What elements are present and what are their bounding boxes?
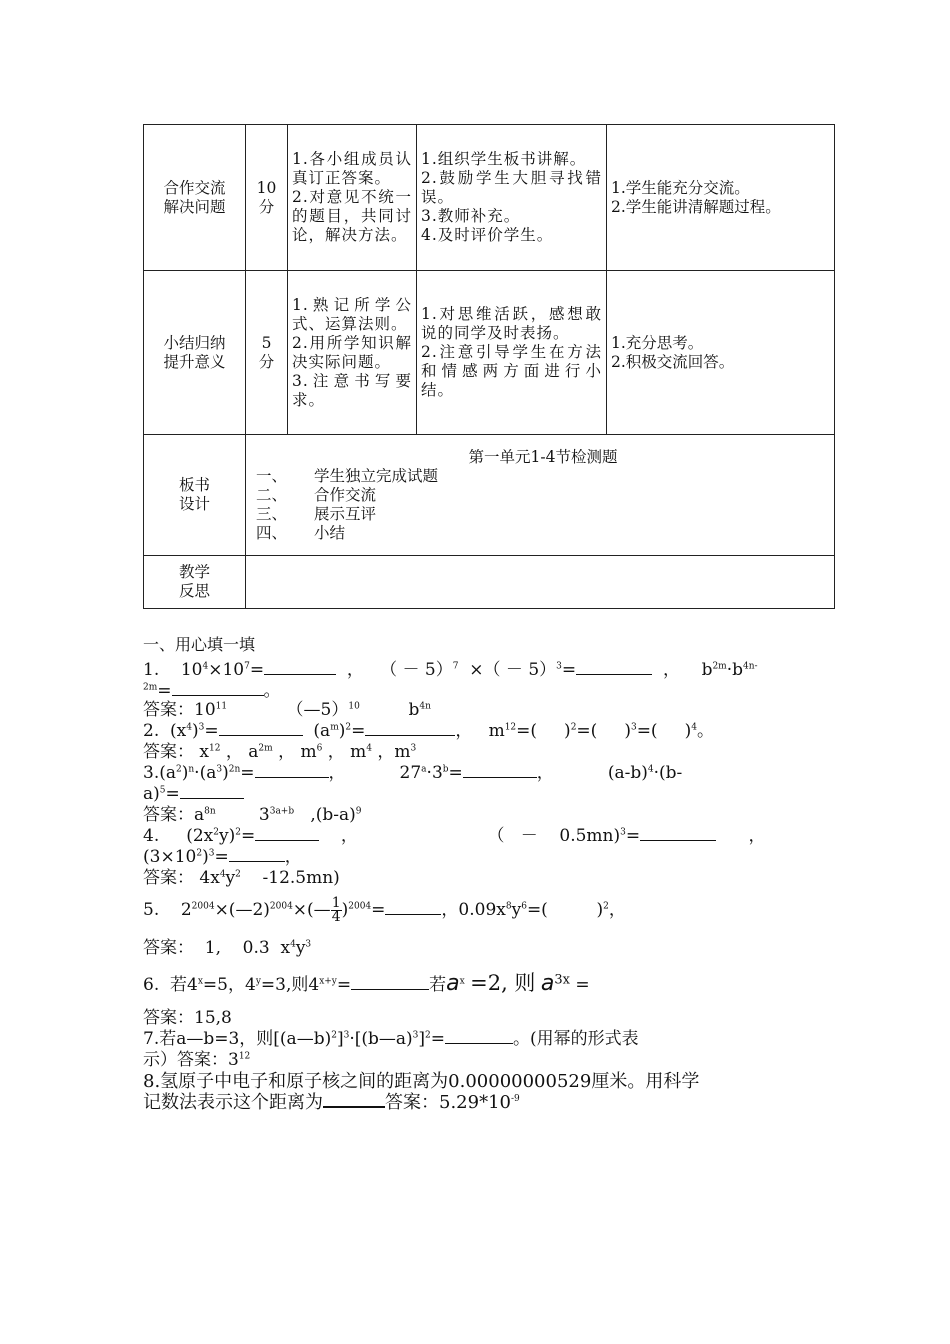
table-row xyxy=(144,556,835,609)
question-3-cont: a)$^5$= xyxy=(143,784,823,805)
board-item: 三、 展示互评 xyxy=(256,504,377,523)
exercise-section xyxy=(143,634,823,1113)
answer-1: 答案：$10^{11}$ （—5）$^{10}$ $b^{4n}$ xyxy=(143,700,431,720)
board-item: 四、 小结 xyxy=(256,523,346,542)
answer-4: 答案： $4x^4y^2$ -12.5mn) xyxy=(143,868,340,888)
table-row xyxy=(144,435,835,556)
stage-cell: 合作交流解决问题 xyxy=(144,125,246,271)
teacher-activity-cell: 1.对思维活跃，感想敢说的同学及时表扬。 2.注意引导学生在方法和情感两方面进行小结。 xyxy=(417,271,607,435)
answer-3: 答案：$a^{8n}$ $3^{3a+b}$ $,(b-a)^9$ xyxy=(143,805,362,825)
board-title: 第一单元1-4节检测题 xyxy=(468,447,618,466)
question-1-cont: $^{2m}$= 。 xyxy=(143,681,281,701)
question-8-cont: 记数法表示这个距离为 答案：$5.29*10^{-9}$ xyxy=(143,1092,520,1113)
question-7: 7.若a—b=3，则[(a—b)$^2$]$^3$·[(b—a)$^3$]$^2$= 。(用幂的形式表 xyxy=(143,1029,639,1049)
fraction: $\frac{1}{4}$ xyxy=(331,895,341,925)
board-item: 二、 合作交流 xyxy=(256,485,377,504)
time-cell: 10分 xyxy=(246,125,288,271)
reflection-content-cell xyxy=(246,556,835,609)
answer-2: 答案： $x^{12}$ ， $a^{2m}$ ， $m^6$ ， $m^4$ ，$m^3$ xyxy=(143,742,417,762)
question-8: 8.氢原子中电子和原子核之间的距离为0.00000000529厘米。用科学 xyxy=(143,1071,700,1092)
lesson-plan-table xyxy=(143,124,835,609)
question-6: 6. 若$4^x=5$，$4^y=3$,则$4^{x+y}=$ 若$a^x =2$, 则 $a^{3x}$ = xyxy=(143,971,590,996)
question-1: 1. $10^4\times 10^7=$ ， （ － 5）$^7$ ×（ － 5）$^3$= ， $b^{2m}\cdot b^{4n-}$ xyxy=(143,660,758,680)
student-activity-cell: 1.熟记所学公式、运算法则。 2.用所学知识解决实际问题。 3.注意书写要求。 xyxy=(288,271,417,435)
answer-6: 答案：15,8 xyxy=(143,1008,232,1028)
question-4: 4. $(2x^2y)^2=$ ， （ － 0.5mn)$^3$= ， xyxy=(143,826,766,846)
goal-cell: 1.学生能充分交流。 2.学生能讲清解题过程。 xyxy=(607,125,835,271)
question-5: 5. $2^{2004}\times(—2)^{2004}\times(—$ $\frac{1}{4}$ )$^{2004}$= ，$0.09x^8y^6=$( )$^2$， xyxy=(143,895,626,925)
table-row xyxy=(144,271,835,435)
stage-cell: 小结归纳提升意义 xyxy=(144,271,246,435)
question-7-cont: 示）答案：$3^{12}$ xyxy=(143,1050,251,1070)
table-row xyxy=(144,125,835,271)
board-label-cell: 板书设计 xyxy=(144,435,246,556)
question-4-cont: $(3\times 10^2)^3=$ ， xyxy=(143,847,302,867)
board-item: 一、 学生独立完成试题 xyxy=(256,466,439,485)
question-2: 2. $(x^4)^3= (a^m)^2=$ ， $m^{12}=$( )$^2$=( )$^3$=( )$^4$。 xyxy=(143,721,714,741)
reflection-label-cell: 教学反思 xyxy=(144,556,246,609)
teacher-activity-cell: 1.组织学生板书讲解。 2.鼓励学生大胆寻找错误。 3.教师补充。 4.及时评价学生。 xyxy=(417,125,607,271)
question-3: $3.(a^2)^n\cdot(a^3)^{2n}=$ ， $27^a\cdot 3^b=$ ， $(a-b)^4\cdot(b-$ xyxy=(143,763,683,783)
section-heading: 一、用心填一填 xyxy=(143,635,256,654)
time-cell: 5分 xyxy=(246,271,288,435)
board-content-cell xyxy=(246,435,835,556)
goal-cell: 1.充分思考。 2.积极交流回答。 xyxy=(607,271,835,435)
student-activity-cell: 1.各小组成员认真订正答案。 2.对意见不统一的题目，共同讨论，解决方法。 xyxy=(288,125,417,271)
answer-5: 答案： 1, 0.3 $x^4y^3$ xyxy=(143,938,312,958)
